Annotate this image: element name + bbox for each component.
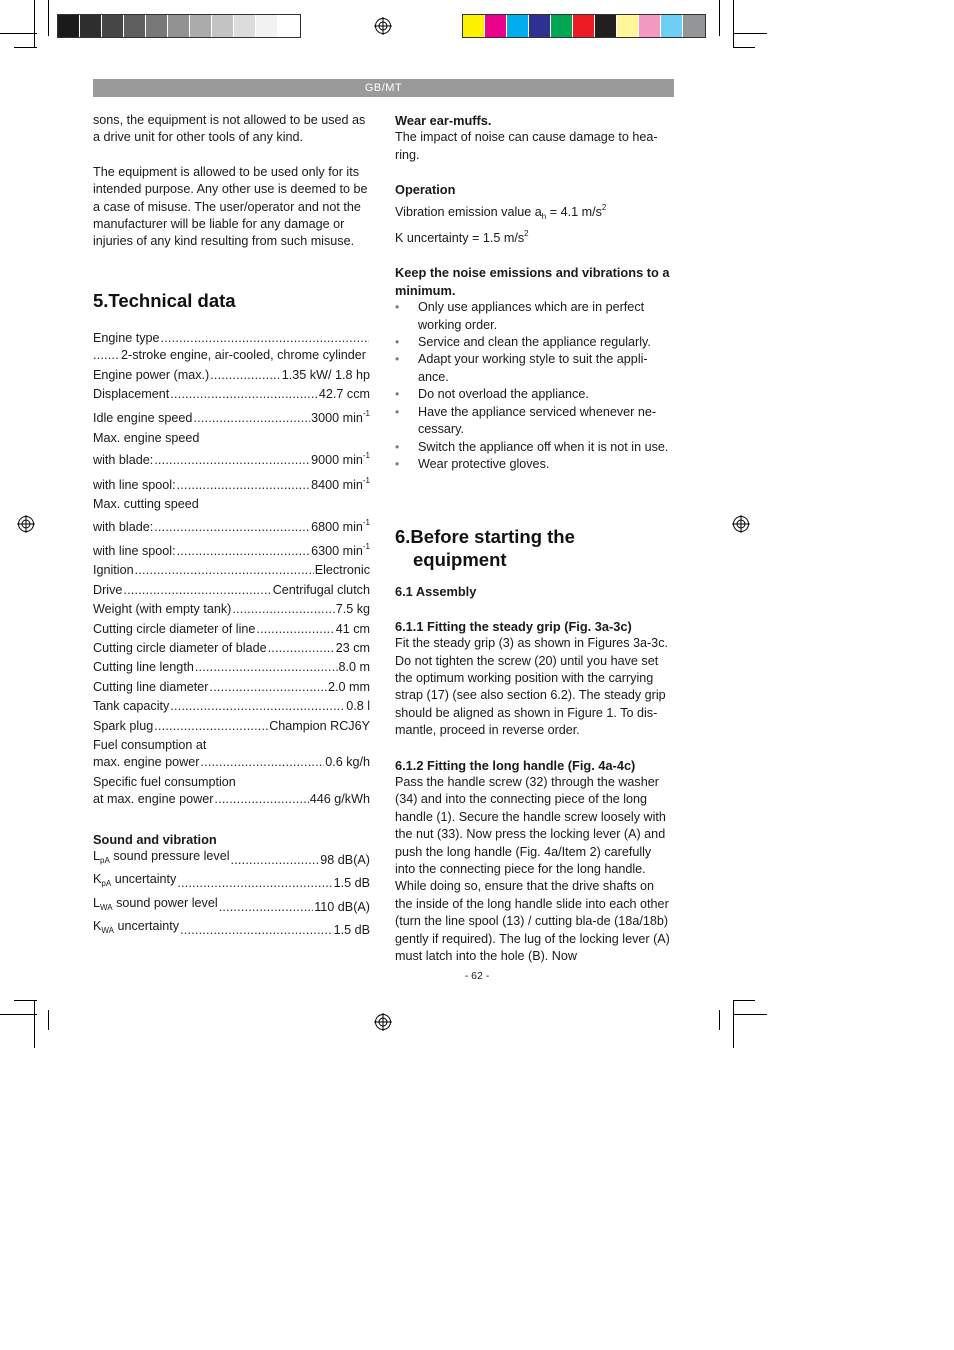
sound-row — [93, 895, 370, 916]
misuse-paragraph: The equipment is allowed to be used only for its intended purpose. Any other use is deemed to be a case of misuse. The user/operator and not the manufacturer will be liable for any damage or injuries of any kind resulting from such misuse. — [93, 164, 368, 249]
registration-mark-icon — [374, 1013, 392, 1031]
spec-value: Champion RCJ6Y — [269, 718, 370, 733]
intro-paragraph: sons, the equipment is not allowed to be used as a drive unit for other tools of any kind. — [93, 113, 366, 145]
spec-row — [93, 367, 370, 384]
operation-title: Operation — [395, 182, 456, 198]
spec-row — [93, 386, 370, 403]
spec-label: Ignition — [93, 563, 134, 578]
sound-value: 1.5 dB — [333, 923, 370, 938]
spec-value: Centrifugal clutch — [272, 582, 370, 597]
sound-value: 1.5 dB — [333, 876, 370, 891]
gray-swatch — [146, 15, 168, 37]
spec-label: Cutting line diameter — [93, 679, 209, 694]
spec-row — [93, 472, 370, 494]
crop-mark — [719, 1010, 720, 1030]
section-title-before-starting: 6.Before starting the equipment — [395, 526, 575, 571]
crop-mark — [48, 0, 49, 36]
spec-row — [93, 640, 370, 657]
color-swatch — [617, 15, 639, 37]
spec-row — [93, 754, 370, 771]
spec-label: Idle engine speed — [93, 411, 193, 426]
gray-swatch — [168, 15, 190, 37]
earmuffs-text: The impact of noise can cause damage to hea-ring. — [395, 130, 658, 162]
spec-label: with blade: — [93, 519, 154, 534]
spec-value: 41 cm — [335, 621, 370, 636]
spec-label: at max. engine power — [93, 792, 214, 807]
long-handle-title: 6.1.2 Fitting the long handle (Fig. 4a-4c) — [395, 757, 636, 773]
spec-value: Electronic — [314, 563, 370, 578]
spec-value: 2.0 mm — [328, 679, 370, 694]
spec-value: 2-stroke engine, air-cooled, chrome cylinder — [121, 348, 366, 363]
sound-label: $K_{WA}$ uncertainty — [93, 919, 180, 936]
earmuffs-title: Wear ear-muffs. — [395, 113, 492, 128]
spec-group-label: Fuel consumption at — [93, 737, 207, 752]
spec-row — [93, 621, 370, 638]
spec-value: 1.35 kW/ 1.8 hp — [281, 367, 370, 382]
spec-row — [93, 718, 370, 735]
list-item: • Service and clean the appliance regularly. — [395, 334, 673, 351]
color-swatch — [573, 15, 595, 37]
spec-label: Cutting line length — [93, 660, 194, 675]
color-swatch — [485, 15, 507, 37]
spec-value: 8.0 m — [338, 660, 370, 675]
color-swatch — [683, 15, 705, 37]
spec-value: 23 cm — [335, 640, 370, 655]
color-swatch — [463, 15, 485, 37]
left-column — [93, 112, 370, 942]
spec-label: Cutting circle diameter of line — [93, 621, 256, 636]
gray-swatch — [58, 15, 80, 37]
sound-label: $K_{pA}$ uncertainty — [93, 872, 177, 889]
spec-label: Tank capacity — [93, 699, 170, 714]
assembly-title: 6.1 Assembly — [395, 584, 477, 600]
gray-swatch — [124, 15, 146, 37]
list-item: • Switch the appliance off when it is not in use. — [395, 439, 673, 456]
spec-label: Engine type — [93, 330, 160, 345]
crop-mark — [0, 33, 37, 34]
spec-value: 3000 $\min^{-1}$ — [311, 409, 370, 426]
spec-row — [93, 698, 370, 715]
list-item: • Do not overload the appliance. — [395, 386, 673, 403]
color-swatch — [507, 15, 529, 37]
right-column — [395, 112, 673, 965]
spec-row — [93, 791, 370, 808]
color-swatch — [551, 15, 573, 37]
spec-label: Cutting circle diameter of blade — [93, 640, 267, 655]
spec-value: 446 g/kWh — [309, 792, 370, 807]
sound-value: 98 dB(A) — [320, 853, 370, 867]
spec-value: 6300 $\min^{-1}$ — [311, 541, 370, 558]
spec-value: 0.8 l — [346, 699, 370, 714]
spec-row — [93, 582, 370, 599]
grayscale-calibration-bar — [57, 14, 301, 38]
spec-label: with line spool: — [93, 477, 176, 492]
sound-value: 110 dB(A) — [314, 899, 370, 914]
spec-value: 7.5 kg — [335, 602, 370, 617]
spec-label: Displacement — [93, 387, 170, 402]
sound-row — [93, 871, 370, 892]
color-swatch — [595, 15, 617, 37]
list-item: • Only use appliances which are in perfect working order. — [395, 299, 673, 334]
vibration-value: Vibration emission value $a_h = 4.1$ $m/s^2$ — [395, 202, 607, 221]
spec-label: with blade: — [93, 453, 154, 468]
keep-minimum-title: Keep the noise emissions and vibrations to a minimum. — [395, 265, 670, 298]
crop-mark — [734, 33, 767, 34]
spec-label: Drive — [93, 582, 123, 597]
steady-grip-title: 6.1.1 Fitting the steady grip (Fig. 3a-3c) — [395, 618, 632, 634]
crop-mark — [48, 1010, 49, 1030]
list-item: • Have the appliance serviced whenever ne-cessary. — [395, 404, 673, 439]
spec-value: 42.7 ccm — [318, 387, 370, 402]
crop-mark — [733, 47, 755, 48]
registration-mark-icon — [732, 515, 750, 533]
specs-table — [93, 330, 370, 809]
steady-grip-text: Fit the steady grip (3) as shown in Figures 3a-3c. Do not tighten the screw (20) until you have set the optimum working position with the carrying strap (17) (see also section 6.2). The steady grip should be aligned as shown in Figure 1. To dis-mantle, proceed in reverse order. — [395, 636, 668, 738]
registration-mark-icon — [17, 515, 35, 533]
spec-row — [93, 601, 370, 618]
spec-group-label: Max. engine speed — [93, 430, 200, 445]
sound-label: $L_{pA}$ sound pressure level — [93, 849, 230, 865]
spec-value: 6800 $\min^{-1}$ — [311, 517, 370, 534]
list-item: • Wear protective gloves. — [395, 456, 673, 473]
gray-swatch — [234, 15, 256, 37]
spec-row — [93, 447, 370, 469]
crop-mark — [14, 47, 37, 48]
gray-swatch — [102, 15, 124, 37]
spec-row — [93, 405, 370, 427]
spec-value: 0.6 kg/h — [325, 755, 370, 770]
spec-label: Engine power (max.) — [93, 367, 210, 382]
crop-mark — [34, 1000, 35, 1048]
spec-value: 8400 $\min^{-1}$ — [311, 475, 370, 492]
spec-row — [93, 514, 370, 536]
crop-mark — [733, 0, 734, 48]
long-handle-text: Pass the handle screw (32) through the washer (34) and into the connecting piece of the long handle (1). Secure the handle screw loosely with the nut (33). Now press the locking lever (A) and push the long handle (Fig. 4a/Item 2) carefully into the connecting piece for the long handle. While doing so, ensure that the drive shafts on the inside of the long handle slide into each other (turn the line spool (13) / cutting bla-de (18a/18b) gently if required). The lug of the locking lever (A) must latch into the hole (B). Now — [395, 774, 670, 964]
gray-swatch — [190, 15, 212, 37]
color-swatch — [639, 15, 661, 37]
color-swatch — [529, 15, 551, 37]
crop-mark — [0, 1014, 37, 1015]
region-header: GB/MT — [93, 79, 674, 97]
section-title-technical-data: 5.Technical data — [93, 289, 236, 311]
crop-mark — [733, 1000, 755, 1001]
registration-mark-icon — [374, 17, 392, 35]
k-uncertainty: K uncertainty = 1.5 $m/s^2$ — [395, 229, 529, 246]
spec-row — [93, 538, 370, 560]
spec-value: 9000 $\min^{-1}$ — [311, 451, 370, 468]
recommendations-list — [395, 299, 673, 473]
spec-row — [93, 330, 370, 347]
spec-label: Spark plug — [93, 718, 154, 733]
spec-group-label: Specific fuel consumption — [93, 774, 236, 789]
gray-swatch — [80, 15, 102, 37]
crop-mark — [34, 0, 35, 48]
crop-mark — [734, 1014, 767, 1015]
list-item: • Adapt your working style to suit the appli-ance. — [395, 351, 673, 386]
crop-mark — [719, 0, 720, 36]
page-number: - 62 - — [464, 970, 490, 982]
spec-row — [93, 679, 370, 696]
spec-label: max. engine power — [93, 755, 200, 770]
spec-label: with line spool: — [93, 543, 176, 558]
spec-group-label: Max. cutting speed — [93, 497, 199, 512]
sound-row — [93, 848, 370, 869]
sound-vibration-title: Sound and vibration — [93, 831, 217, 847]
sound-row — [93, 918, 370, 939]
spec-row — [93, 659, 370, 676]
color-calibration-bar — [462, 14, 706, 38]
gray-swatch — [278, 15, 300, 37]
crop-mark — [733, 1000, 734, 1048]
spec-label: Weight (with empty tank) — [93, 602, 232, 617]
spec-row — [93, 347, 370, 364]
gray-swatch — [212, 15, 234, 37]
color-swatch — [661, 15, 683, 37]
spec-row — [93, 562, 370, 579]
gray-swatch — [256, 15, 278, 37]
sound-label: $L_{WA}$ sound power level — [93, 895, 218, 912]
